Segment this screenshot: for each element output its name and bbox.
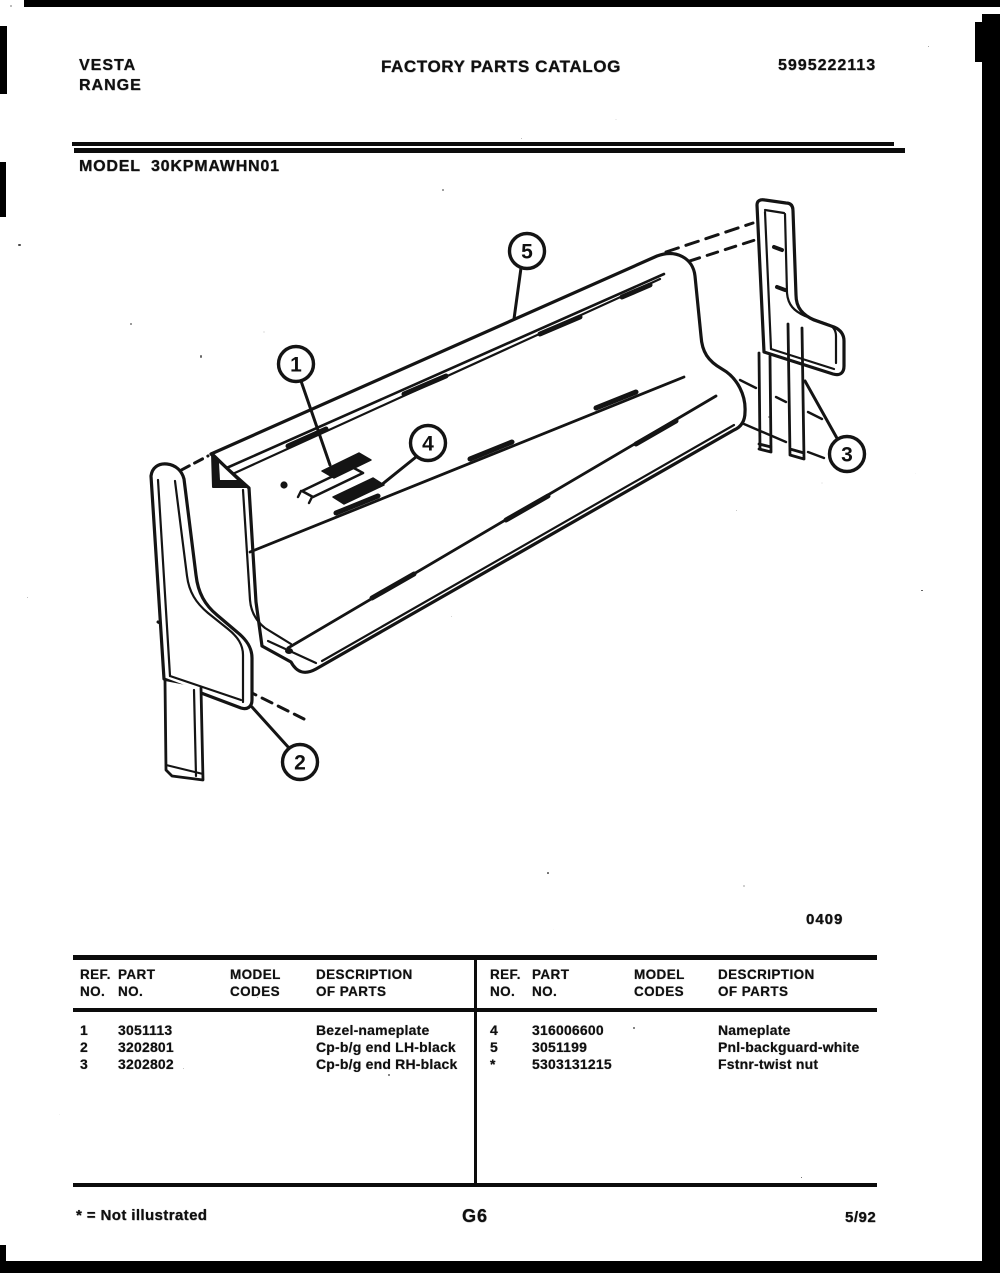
- col-header-codes: MODEL CODES: [634, 967, 685, 999]
- table-row-ref: 4: [490, 1022, 498, 1038]
- col-header-codes: MODEL CODES: [230, 967, 281, 999]
- table-row-codes: [634, 1022, 718, 1039]
- callout-5: [510, 234, 545, 269]
- table-header-row: [490, 966, 882, 1000]
- col-header-part: PART NO.: [532, 967, 570, 999]
- table-row-part: 5303131215: [532, 1056, 612, 1072]
- revision-date: 5/92: [845, 1209, 877, 1226]
- table-row-desc: Bezel-nameplate: [316, 1022, 430, 1038]
- scan-edge-left-2: [0, 162, 6, 217]
- table-row-ref: 5: [490, 1039, 498, 1055]
- table-row-desc: Fstnr-twist nut: [718, 1056, 819, 1072]
- scan-edge-top: [24, 0, 1000, 7]
- table-row-codes: [634, 1056, 718, 1073]
- page-code: 0409: [806, 911, 844, 928]
- callout-3: [830, 437, 865, 472]
- col-header-ref: REF. NO.: [490, 967, 521, 999]
- callout-4: [411, 426, 446, 461]
- callout-3-label: 3: [841, 443, 853, 467]
- scan-blob-right-top: [975, 22, 987, 62]
- table-row-part: 3051113: [118, 1022, 173, 1038]
- table-row-codes: [230, 1039, 316, 1056]
- table-row-ref: 2: [80, 1039, 88, 1055]
- col-header-part: PART NO.: [118, 967, 156, 999]
- not-illustrated-note: * = Not illustrated: [76, 1207, 208, 1224]
- table-row-part: 3051199: [532, 1039, 588, 1055]
- col-header-desc: DESCRIPTION OF PARTS: [316, 967, 413, 999]
- callout-2-label: 2: [294, 751, 306, 775]
- publication-number: 5995222113: [778, 57, 877, 74]
- table-row-desc: Cp-b/g end RH-black: [316, 1056, 458, 1072]
- brand-line-2: RANGE: [79, 77, 142, 94]
- callout-2: [283, 745, 318, 780]
- parts-table-right: [490, 966, 882, 1073]
- callout-5-label: 5: [521, 240, 533, 264]
- model-number: MODEL 30KPMAWHN01: [79, 158, 280, 175]
- table-row-ref: 1: [80, 1022, 88, 1038]
- catalog-title: FACTORY PARTS CATALOG: [381, 57, 621, 76]
- table-row-desc: Nameplate: [718, 1022, 791, 1038]
- brand-line-1: VESTA: [79, 57, 137, 74]
- table-row-desc: Cp-b/g end LH-black: [316, 1039, 456, 1055]
- table-row-desc: Pnl-backguard-white: [718, 1039, 860, 1055]
- table-header-row: [80, 966, 472, 1000]
- table-center-divider: [474, 955, 477, 1187]
- table-row-codes: [230, 1056, 316, 1073]
- scan-edge-left-3: [0, 1245, 6, 1273]
- col-header-desc: DESCRIPTION OF PARTS: [718, 967, 815, 999]
- table-row-codes: [230, 1022, 316, 1039]
- table-row-codes: [634, 1039, 718, 1056]
- table-row-part: 316006600: [532, 1022, 604, 1038]
- table-row-ref: 3: [80, 1056, 88, 1072]
- callout-1: [279, 347, 314, 382]
- table-row-ref: *: [490, 1056, 496, 1072]
- section-page-id: G6: [462, 1206, 489, 1226]
- callout-1-label: 1: [290, 353, 302, 377]
- table-row-part: 3202801: [118, 1039, 174, 1055]
- scan-edge-right: [982, 14, 1000, 1273]
- callout-4-label: 4: [422, 432, 434, 456]
- scan-edge-left-1: [0, 26, 7, 94]
- parts-table-left: [80, 966, 472, 1073]
- table-row-part: 3202802: [118, 1056, 174, 1072]
- col-header-ref: REF. NO.: [80, 967, 111, 999]
- scan-edge-bottom: [0, 1261, 1000, 1273]
